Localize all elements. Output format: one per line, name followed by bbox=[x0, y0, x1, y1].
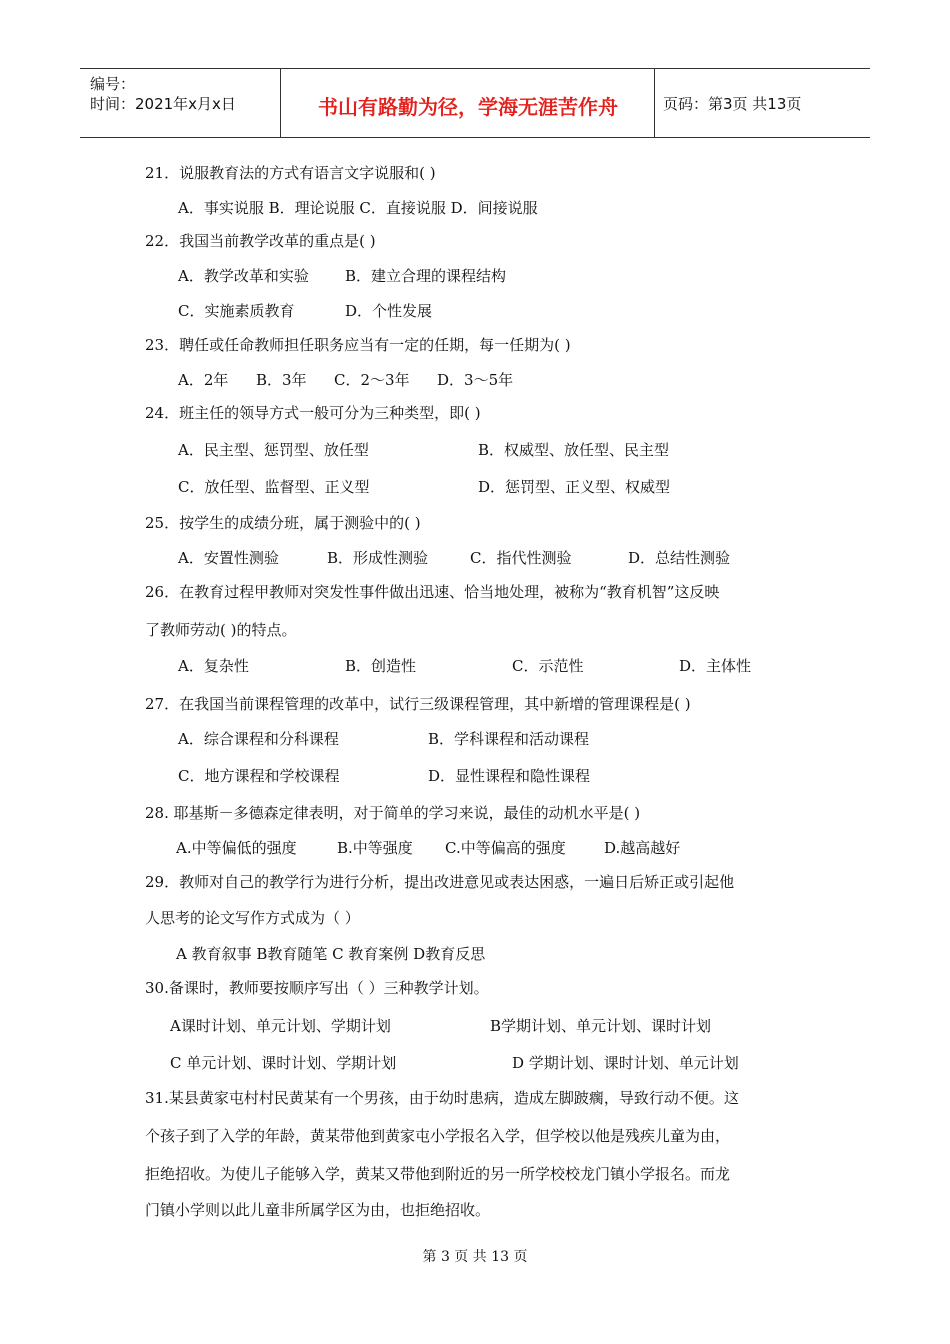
question-28-option-d: D.越高越好 bbox=[604, 839, 681, 857]
question-26-option-b: B．创造性 bbox=[345, 657, 417, 675]
question-22-option-a: A．教学改革和实验 bbox=[178, 267, 309, 285]
page-header bbox=[80, 68, 870, 138]
question-27-option-d: D．显性课程和隐性课程 bbox=[428, 767, 591, 785]
document-number: 编号： bbox=[90, 75, 136, 93]
question-24-option-b: B．权威型、放任型、民主型 bbox=[478, 441, 670, 459]
question-26-stem-line-1: 26．在教育过程甲教师对突发性事件做出迅速、恰当地处理，被称为“教育机智”这反映 bbox=[145, 583, 720, 601]
question-26-option-d: D．主体性 bbox=[679, 657, 752, 675]
question-29-stem-line-2: 人思考的论文写作方式成为（ ） bbox=[145, 909, 360, 927]
question-30-option-d: D 学期计划、课时计划、单元计划 bbox=[512, 1054, 739, 1072]
question-31-line-1: 31.某县黄家屯村村民黄某有一个男孩，由于幼时患病，造成左脚跛瘸，导致行动不便。这 bbox=[145, 1089, 739, 1107]
question-23-stem: 23．聘任或任命教师担任职务应当有一定的任期，每一任期为( ) bbox=[145, 336, 571, 354]
question-28-stem: 28. 耶基斯－多德森定律表明，对于简单的学习来说，最佳的动机水平是( ) bbox=[145, 804, 641, 822]
header-divider-right bbox=[654, 69, 655, 137]
document-date: 时间：2021年x月x日 bbox=[90, 95, 236, 113]
question-25-stem: 25．按学生的成绩分班，属于测验中的( ) bbox=[145, 514, 421, 532]
question-27-stem: 27．在我国当前课程管理的改革中，试行三级课程管理，其中新增的管理课程是( ) bbox=[145, 695, 691, 713]
question-30-option-b: B学期计划、单元计划、课时计划 bbox=[490, 1017, 712, 1035]
question-28-option-a: A.中等偏低的强度 bbox=[176, 839, 297, 857]
question-29-stem-line-1: 29．教师对自己的教学行为进行分析，提出改进意见或表达困惑，一遍日后矫正或引起他 bbox=[145, 873, 735, 891]
question-26-option-c: C．示范性 bbox=[512, 657, 584, 675]
question-26-option-a: A．复杂性 bbox=[178, 657, 249, 675]
question-30-option-a: A课时计划、单元计划、学期计划 bbox=[170, 1017, 391, 1035]
question-24-stem: 24．班主任的领导方式一般可分为三种类型，即( ) bbox=[145, 404, 481, 422]
question-23-option-a: A．2年 bbox=[178, 371, 229, 389]
question-22-option-d: D．个性发展 bbox=[345, 302, 433, 320]
question-27-option-a: A．综合课程和分科课程 bbox=[178, 730, 339, 748]
question-23-option-b: B．3年 bbox=[256, 371, 307, 389]
question-31-line-2: 个孩子到了入学的年龄，黄某带他到黄家屯小学报名入学，但学校以他是残疾儿童为由， bbox=[145, 1127, 731, 1145]
question-31-line-3: 拒绝招收。为使儿子能够入学，黄某又带他到附近的另一所学校校龙门镇小学报名。而龙 bbox=[145, 1165, 731, 1183]
question-25-option-b: B．形成性测验 bbox=[327, 549, 429, 567]
question-21-options: A．事实说服 B．理论说服 C．直接说服 D．间接说服 bbox=[178, 199, 538, 217]
question-22-option-b: B．建立合理的课程结构 bbox=[345, 267, 507, 285]
question-24-option-d: D．惩罚型、正义型、权威型 bbox=[478, 478, 671, 496]
page-footer: 第 3 页 共 13 页 bbox=[422, 1249, 528, 1265]
question-26-stem-line-2: 了教师劳动( )的特点。 bbox=[145, 621, 297, 639]
question-31-line-4: 门镇小学则以此儿童非所属学区为由，也拒绝招收。 bbox=[145, 1201, 491, 1219]
header-page-number: 页码：第3页 共13页 bbox=[663, 95, 802, 113]
question-21-stem: 21．说服教育法的方式有语言文字说服和( ) bbox=[145, 164, 436, 182]
question-30-stem: 30.备课时，教师要按顺序写出（ ）三种教学计划。 bbox=[145, 979, 489, 997]
question-29-options: A 教育叙事 B教育随笔 C 教育案例 D教育反思 bbox=[176, 945, 486, 963]
question-23-option-c: C．2～3年 bbox=[334, 371, 410, 389]
question-28-option-b: B.中等强度 bbox=[337, 839, 413, 857]
question-25-option-a: A．安置性测验 bbox=[178, 549, 279, 567]
question-27-option-b: B．学科课程和活动课程 bbox=[428, 730, 590, 748]
question-22-stem: 22．我国当前教学改革的重点是( ) bbox=[145, 232, 376, 250]
header-motto: 书山有路勤为径，学海无涯苦作舟 bbox=[318, 95, 618, 119]
question-23-option-d: D．3～5年 bbox=[437, 371, 514, 389]
header-divider-left bbox=[280, 69, 281, 137]
question-25-option-d: D．总结性测验 bbox=[628, 549, 731, 567]
question-25-option-c: C．指代性测验 bbox=[470, 549, 572, 567]
question-24-option-a: A．民主型、惩罚型、放任型 bbox=[178, 441, 369, 459]
question-30-option-c: C 单元计划、课时计划、学期计划 bbox=[170, 1054, 397, 1072]
question-24-option-c: C．放任型、监督型、正义型 bbox=[178, 478, 370, 496]
question-27-option-c: C．地方课程和学校课程 bbox=[178, 767, 340, 785]
question-28-option-c: C.中等偏高的强度 bbox=[445, 839, 566, 857]
question-22-option-c: C．实施素质教育 bbox=[178, 302, 295, 320]
